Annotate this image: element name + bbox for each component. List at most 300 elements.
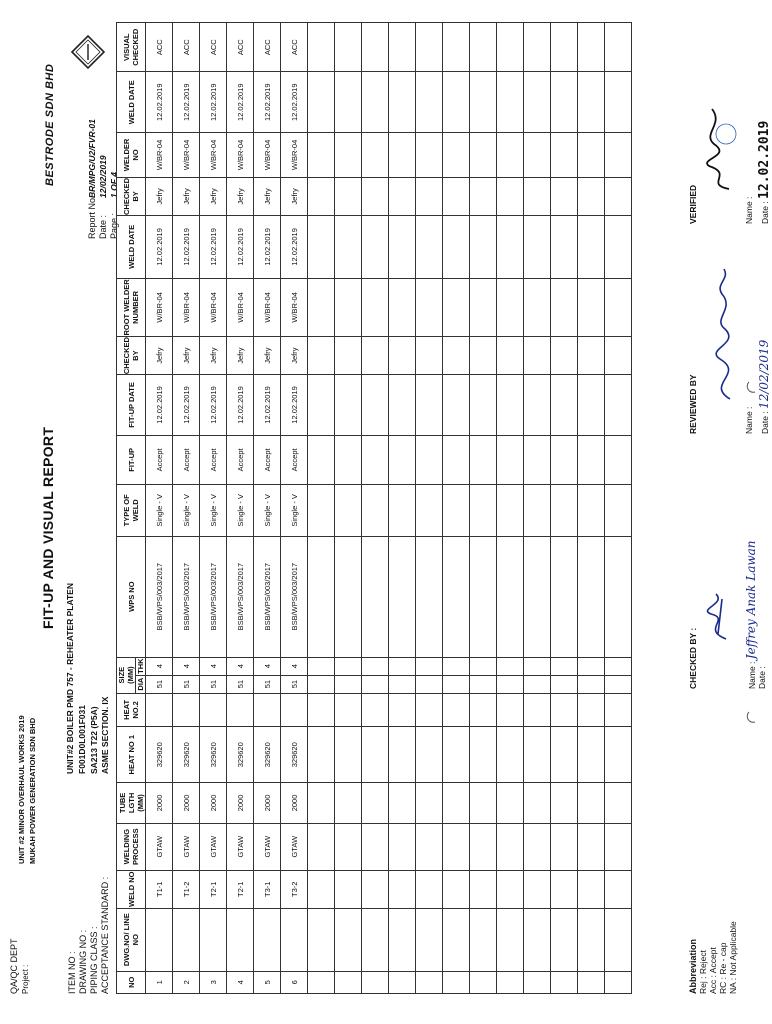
item-no-value: UNIT#2 BOILER PMD 757 - REHEATER PLATEN: [65, 583, 75, 774]
table-cell-visual: ACC: [281, 23, 308, 72]
header-welding-process: WELDING PROCESS: [117, 823, 146, 870]
table-cell-process: GTAW: [146, 823, 173, 870]
empty-cell: [335, 823, 362, 870]
table-cell-checked2: Jefry: [200, 177, 227, 215]
empty-cell: [443, 278, 470, 336]
table-cell-weld: T1-2: [173, 870, 200, 908]
empty-cell: [578, 536, 605, 657]
empty-cell: [308, 133, 335, 178]
empty-cell: [497, 375, 524, 436]
fitup-table: [116, 22, 632, 994]
table-cell-lgth: 2000: [281, 783, 308, 823]
empty-cell: [551, 675, 578, 693]
empty-cell: [551, 657, 578, 675]
table-cell-checked2: Jefry: [146, 177, 173, 215]
empty-cell: [362, 337, 389, 375]
empty-cell: [416, 215, 443, 278]
table-cell-welder: W/BR-04: [227, 133, 254, 178]
table-cell-dia: 51: [281, 675, 308, 693]
empty-cell: [443, 177, 470, 215]
company-logo-icon: [70, 32, 106, 72]
empty-cell: [551, 870, 578, 908]
dept-label: QA/QC DEPT: [9, 938, 19, 994]
table-cell-lgth: 2000: [200, 783, 227, 823]
empty-cell: [605, 337, 632, 375]
table-cell-type: Single - V: [227, 485, 254, 537]
empty-row: [443, 23, 470, 994]
empty-cell: [524, 783, 551, 823]
table-cell-no: 6: [281, 971, 308, 993]
empty-cell: [578, 657, 605, 675]
empty-cell: [497, 278, 524, 336]
empty-row: [605, 23, 632, 994]
table-cell-weld_date2: 12.02.2019: [227, 72, 254, 133]
empty-cell: [335, 675, 362, 693]
table-cell-wps: BSB/WPS/003/2017: [146, 536, 173, 657]
table-cell-weld_date2: 12.02.2019: [200, 72, 227, 133]
table-cell-welder: W/BR-04: [200, 133, 227, 178]
empty-cell: [497, 485, 524, 537]
table-cell-visual: ACC: [254, 23, 281, 72]
table-cell-wps: BSB/WPS/003/2017: [281, 536, 308, 657]
punch-hole-icon: [745, 380, 759, 394]
empty-cell: [443, 485, 470, 537]
empty-cell: [551, 485, 578, 537]
empty-cell: [470, 870, 497, 908]
empty-cell: [389, 72, 416, 133]
table-cell-heat1: 329620: [254, 727, 281, 783]
empty-cell: [605, 215, 632, 278]
table-cell-type: Single - V: [173, 485, 200, 537]
empty-cell: [605, 278, 632, 336]
table-cell-type: Single - V: [254, 485, 281, 537]
table-cell-no: 2: [173, 971, 200, 993]
empty-cell: [443, 133, 470, 178]
empty-cell: [551, 375, 578, 436]
table-cell-thk: 4: [146, 657, 173, 675]
empty-cell: [389, 823, 416, 870]
table-cell-checked1: Jefry: [200, 337, 227, 375]
empty-cell: [416, 375, 443, 436]
table-cell-visual: ACC: [173, 23, 200, 72]
table-cell-dwg: [173, 908, 200, 971]
empty-cell: [524, 278, 551, 336]
table-cell-root: W/BR-04: [254, 278, 281, 336]
table-cell-heat1: 329620: [281, 727, 308, 783]
empty-cell: [578, 215, 605, 278]
abbreviation-item: Acc : Accept: [708, 947, 718, 994]
empty-cell: [524, 177, 551, 215]
empty-cell: [551, 693, 578, 727]
header-root-welder: ROOT WELDER NUMBER: [117, 278, 146, 336]
empty-cell: [443, 783, 470, 823]
header-dia: DIA: [136, 675, 146, 693]
table-cell-weld: T1-1: [146, 870, 173, 908]
reviewed-date-label: Date :: [760, 411, 770, 434]
empty-cell: [308, 215, 335, 278]
table-cell-process: GTAW: [227, 823, 254, 870]
empty-cell: [470, 215, 497, 278]
empty-cell: [551, 23, 578, 72]
table-cell-dia: 51: [146, 675, 173, 693]
empty-cell: [524, 375, 551, 436]
table-cell-thk: 4: [254, 657, 281, 675]
table-cell-checked1: Jefry: [281, 337, 308, 375]
empty-cell: [578, 870, 605, 908]
empty-cell: [416, 536, 443, 657]
table-cell-root: W/BR-04: [227, 278, 254, 336]
abbreviation-item: NA : Not Applicable: [728, 921, 738, 994]
header-dwg: DWG.NO/ LINE NO: [117, 908, 146, 971]
header-heat-no-2: HEAT NO.2: [117, 693, 146, 727]
header-fitup-date: FIT-UP DATE: [117, 375, 146, 436]
header-welder-no: WELDER NO: [117, 133, 146, 178]
table-row: [173, 23, 200, 994]
empty-cell: [389, 435, 416, 484]
header-heat-no-1: HEAT NO 1: [117, 727, 146, 783]
empty-cell: [524, 823, 551, 870]
table-cell-fitup: Accept: [281, 435, 308, 484]
table-cell-weld_date2: 12.02.2019: [146, 72, 173, 133]
empty-cell: [470, 72, 497, 133]
checked-signature-icon: [696, 584, 736, 644]
header-weld-no: WELD NO: [117, 870, 146, 908]
report-no-value: BR/MPG/U2/FVR-01: [87, 119, 97, 198]
table-cell-dia: 51: [254, 675, 281, 693]
report-no-label: Report No.: [87, 195, 97, 239]
empty-cell: [605, 485, 632, 537]
empty-cell: [497, 657, 524, 675]
empty-cell: [524, 215, 551, 278]
empty-cell: [416, 675, 443, 693]
table-cell-lgth: 2000: [254, 783, 281, 823]
empty-cell: [362, 727, 389, 783]
table-cell-lgth: 2000: [173, 783, 200, 823]
empty-cell: [524, 72, 551, 133]
table-cell-weld_date1: 12.02.2019: [173, 215, 200, 278]
table-cell-no: 3: [200, 971, 227, 993]
empty-cell: [335, 435, 362, 484]
empty-cell: [605, 693, 632, 727]
empty-cell: [551, 337, 578, 375]
empty-cell: [389, 783, 416, 823]
empty-cell: [335, 177, 362, 215]
empty-cell: [443, 536, 470, 657]
table-cell-thk: 4: [200, 657, 227, 675]
empty-cell: [524, 23, 551, 72]
empty-cell: [551, 536, 578, 657]
table-cell-type: Single - V: [146, 485, 173, 537]
empty-cell: [335, 693, 362, 727]
empty-cell: [470, 375, 497, 436]
empty-cell: [605, 657, 632, 675]
table-cell-weld: T2-1: [227, 870, 254, 908]
empty-cell: [389, 177, 416, 215]
reviewed-date-row: [757, 340, 771, 434]
empty-cell: [443, 870, 470, 908]
empty-cell: [335, 870, 362, 908]
checked-name-row: [744, 540, 758, 689]
reviewed-by-label: REVIEWED BY: [688, 374, 698, 434]
empty-cell: [308, 485, 335, 537]
empty-cell: [470, 177, 497, 215]
project-line-1: UNIT #2 MINOR OVERHAUL WORKS 2019: [17, 715, 26, 864]
table-cell-weld_date2: 12.02.2019: [173, 72, 200, 133]
empty-cell: [605, 72, 632, 133]
acceptance-standard-value: ASME SECTION. IX: [100, 696, 110, 774]
empty-cell: [389, 908, 416, 971]
table-cell-weld_date1: 12.02.2019: [200, 215, 227, 278]
empty-row: [551, 23, 578, 994]
empty-cell: [524, 693, 551, 727]
empty-row: [524, 23, 551, 994]
empty-cell: [578, 435, 605, 484]
empty-cell: [308, 693, 335, 727]
table-cell-no: 5: [254, 971, 281, 993]
empty-row: [470, 23, 497, 994]
empty-cell: [416, 783, 443, 823]
table-cell-fitup: Accept: [200, 435, 227, 484]
empty-cell: [362, 536, 389, 657]
empty-cell: [605, 823, 632, 870]
checked-name-label: Name :: [747, 661, 757, 689]
table-cell-heat2: [173, 693, 200, 727]
empty-cell: [524, 870, 551, 908]
table-cell-dwg: [254, 908, 281, 971]
piping-class-label: PIPING CLASS :: [89, 926, 99, 994]
empty-cell: [416, 435, 443, 484]
table-cell-checked2: Jefry: [281, 177, 308, 215]
table-cell-dia: 51: [173, 675, 200, 693]
date-label: Date :: [98, 214, 108, 239]
empty-cell: [362, 278, 389, 336]
header-size: SIZE (MM): [117, 657, 136, 693]
table-cell-no: 1: [146, 971, 173, 993]
empty-cell: [578, 177, 605, 215]
empty-cell: [416, 657, 443, 675]
table-cell-fitup_date: 12.02.2019: [227, 375, 254, 436]
table-cell-dwg: [146, 908, 173, 971]
empty-cell: [578, 485, 605, 537]
empty-cell: [497, 215, 524, 278]
table-cell-root: W/BR-04: [281, 278, 308, 336]
checked-date-label: Date :: [757, 666, 767, 689]
empty-cell: [497, 783, 524, 823]
empty-cell: [335, 133, 362, 178]
acceptance-standard-label: ACCEPTANCE STANDARD :: [100, 876, 110, 994]
empty-cell: [362, 783, 389, 823]
empty-cell: [389, 675, 416, 693]
empty-cell: [470, 727, 497, 783]
empty-cell: [524, 435, 551, 484]
empty-cell: [470, 783, 497, 823]
punch-hole-icon: [745, 710, 759, 724]
company-name: BESTRODE SDN BHD: [44, 63, 56, 186]
empty-cell: [524, 485, 551, 537]
empty-cell: [605, 536, 632, 657]
empty-cell: [308, 823, 335, 870]
verified-name-label: Name :: [744, 196, 754, 224]
empty-cell: [416, 177, 443, 215]
empty-cell: [308, 536, 335, 657]
table-row: [281, 23, 308, 994]
empty-cell: [362, 870, 389, 908]
table-cell-welder: W/BR-04: [281, 133, 308, 178]
table-cell-process: GTAW: [200, 823, 227, 870]
table-cell-checked1: Jefry: [254, 337, 281, 375]
empty-cell: [551, 971, 578, 993]
page-label: Page :: [109, 212, 119, 239]
header-type-of-weld: TYPE OF WELD: [117, 485, 146, 537]
empty-row: [335, 23, 362, 994]
table-cell-wps: BSB/WPS/003/2017: [200, 536, 227, 657]
empty-cell: [362, 693, 389, 727]
header-wps: WPS NO: [117, 536, 146, 657]
empty-cell: [416, 727, 443, 783]
empty-cell: [308, 783, 335, 823]
empty-cell: [443, 675, 470, 693]
empty-cell: [524, 657, 551, 675]
reviewed-name-label: Name :: [744, 406, 754, 434]
item-no-label: ITEM NO :: [67, 951, 77, 994]
empty-cell: [470, 971, 497, 993]
table-cell-dwg: [200, 908, 227, 971]
empty-cell: [470, 823, 497, 870]
empty-cell: [605, 23, 632, 72]
table-cell-fitup_date: 12.02.2019: [254, 375, 281, 436]
empty-cell: [362, 72, 389, 133]
empty-cell: [443, 72, 470, 133]
empty-cell: [416, 971, 443, 993]
empty-cell: [308, 375, 335, 436]
empty-cell: [551, 278, 578, 336]
table-cell-weld_date1: 12.02.2019: [227, 215, 254, 278]
reviewed-signature-icon: [700, 264, 750, 404]
checked-by-label: CHECKED BY :: [688, 627, 698, 689]
empty-cell: [470, 435, 497, 484]
empty-cell: [362, 657, 389, 675]
table-cell-heat1: 329620: [173, 727, 200, 783]
empty-cell: [497, 536, 524, 657]
empty-cell: [308, 657, 335, 675]
drawing-no-value: F001D0L001F031: [77, 705, 87, 774]
empty-cell: [389, 133, 416, 178]
empty-cell: [605, 177, 632, 215]
empty-cell: [389, 536, 416, 657]
empty-cell: [389, 278, 416, 336]
header-fitup: FIT-UP: [117, 435, 146, 484]
verified-date-row: [757, 121, 772, 224]
empty-cell: [605, 870, 632, 908]
empty-cell: [335, 536, 362, 657]
empty-cell: [524, 536, 551, 657]
table-cell-thk: 4: [227, 657, 254, 675]
reviewed-date-value: 12/02/2019: [757, 339, 771, 409]
empty-cell: [308, 177, 335, 215]
empty-cell: [443, 971, 470, 993]
table-cell-visual: ACC: [200, 23, 227, 72]
table-cell-weld_date1: 12.02.2019: [254, 215, 281, 278]
empty-cell: [497, 435, 524, 484]
empty-cell: [605, 675, 632, 693]
table-cell-checked1: Jefry: [146, 337, 173, 375]
empty-row: [389, 23, 416, 994]
empty-cell: [389, 23, 416, 72]
table-cell-weld_date2: 12.02.2019: [254, 72, 281, 133]
table-cell-wps: BSB/WPS/003/2017: [173, 536, 200, 657]
table-cell-type: Single - V: [281, 485, 308, 537]
empty-cell: [335, 783, 362, 823]
empty-cell: [335, 971, 362, 993]
empty-cell: [578, 23, 605, 72]
empty-cell: [497, 133, 524, 178]
empty-cell: [605, 435, 632, 484]
table-cell-dia: 51: [227, 675, 254, 693]
table-cell-fitup: Accept: [254, 435, 281, 484]
table-cell-weld_date1: 12.02.2019: [146, 215, 173, 278]
empty-cell: [416, 23, 443, 72]
empty-cell: [362, 823, 389, 870]
empty-cell: [551, 177, 578, 215]
table-cell-wps: BSB/WPS/003/2017: [227, 536, 254, 657]
table-cell-heat2: [146, 693, 173, 727]
table-cell-process: GTAW: [254, 823, 281, 870]
table-cell-checked1: Jefry: [227, 337, 254, 375]
empty-cell: [497, 675, 524, 693]
empty-cell: [578, 693, 605, 727]
empty-cell: [578, 133, 605, 178]
abbreviation-title: Abbreviation: [688, 938, 698, 994]
empty-cell: [470, 693, 497, 727]
empty-cell: [551, 133, 578, 178]
empty-cell: [362, 485, 389, 537]
verified-date-label: Date :: [760, 201, 770, 224]
table-cell-dwg: [227, 908, 254, 971]
empty-cell: [335, 485, 362, 537]
empty-cell: [497, 23, 524, 72]
empty-cell: [389, 870, 416, 908]
verified-signature-icon: [694, 104, 744, 194]
empty-cell: [578, 823, 605, 870]
empty-cell: [362, 215, 389, 278]
empty-cell: [443, 693, 470, 727]
empty-cell: [524, 971, 551, 993]
header-visual-checked: VISUAL CHECKED: [117, 23, 146, 72]
header-checked-by-1: CHECKED BY: [117, 337, 146, 375]
empty-cell: [470, 337, 497, 375]
header-tube-length: TUBE LGTH (MM): [117, 783, 146, 823]
empty-cell: [470, 675, 497, 693]
empty-cell: [362, 177, 389, 215]
empty-cell: [362, 133, 389, 178]
table-cell-weld_date2: 12.02.2019: [281, 72, 308, 133]
table-cell-dwg: [281, 908, 308, 971]
empty-cell: [335, 337, 362, 375]
empty-cell: [362, 435, 389, 484]
table-cell-heat1: 329620: [146, 727, 173, 783]
checked-name-value: Jeffrey Anak Lawan: [744, 540, 758, 660]
project-label: Project :: [21, 964, 30, 994]
empty-cell: [605, 133, 632, 178]
empty-cell: [551, 435, 578, 484]
verified-date-value: 12.02.2019: [757, 120, 772, 199]
empty-cell: [605, 375, 632, 436]
empty-cell: [497, 177, 524, 215]
empty-cell: [470, 278, 497, 336]
empty-cell: [578, 971, 605, 993]
table-cell-dia: 51: [200, 675, 227, 693]
empty-row: [362, 23, 389, 994]
